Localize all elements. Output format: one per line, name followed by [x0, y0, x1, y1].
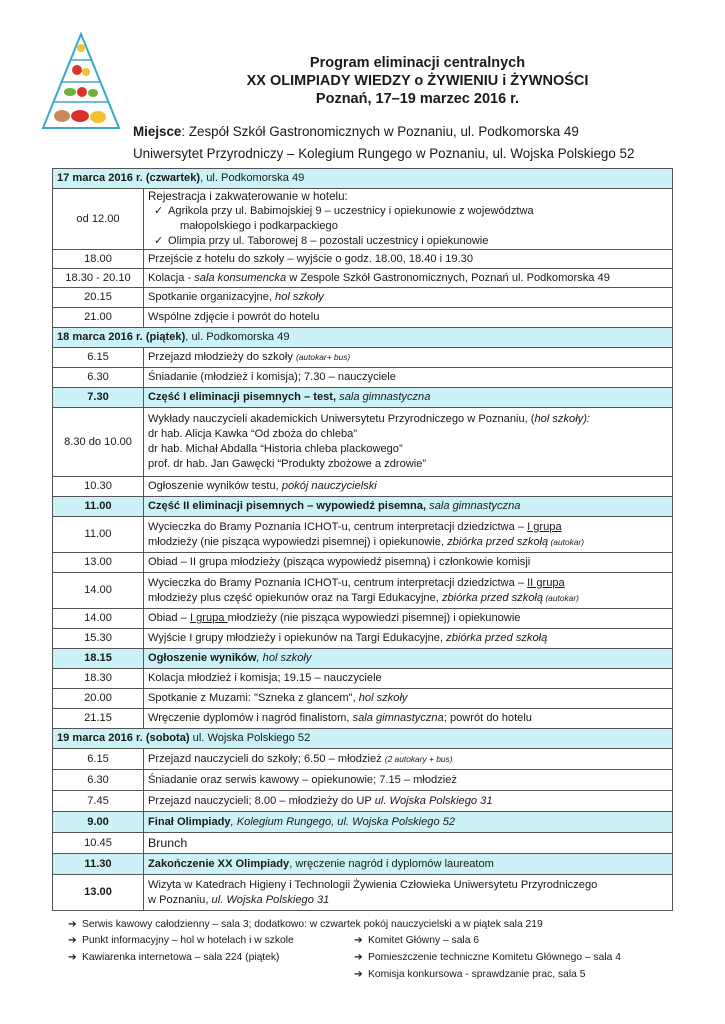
table-row: 10.45 Brunch — [53, 833, 673, 854]
arrow-icon: ➔ — [68, 919, 77, 930]
table-row: od 12.00 Rejestracja i zakwaterowanie w hotelu: ✓ Agrikola przy ul. Babimojskiej 9 – uczestnicy i opiekunowie z województwa małopolskiego i podkarpackiego ✓ Olimpia przy ul. Taborowej 8 – pozostali uczestnicy i opiekunowie — [53, 189, 673, 250]
table-row: 18.30 - 20.10 Kolacja - sala konsumencka w Zespole Szkół Gastronomicznych, Poznań ul. Podkomorska 49 — [53, 269, 673, 288]
note-item: ➔ Kawiarenka internetowa – sala 224 (piątek) — [68, 950, 279, 966]
table-row: 21.15 Wręczenie dyplomów i nagród finalistom, sala gimnastyczna; powrót do hotelu — [53, 709, 673, 729]
day-header-1: 17 marca 2016 r. (czwartek), ul. Podkomorska 49 — [53, 169, 673, 189]
table-row: 20.15 Spotkanie organizacyjne, hol szkoły — [53, 288, 673, 308]
day-header-2: 18 marca 2016 r. (piątek), ul. Podkomorska 49 — [53, 328, 673, 348]
table-row: 11.00 Część II eliminacji pisemnych – wypowiedź pisemna, sala gimnastyczna — [53, 497, 673, 517]
table-row: 14.00 Wycieczka do Bramy Poznania ICHOT-u, centrum interpretacji dziedzictwa – II grupa młodzieży plus część opiekunów oraz na Targi Edukacyjne, zbiórka przed szkołą (autokar) — [53, 573, 673, 609]
note-item: ➔ Pomieszczenie techniczne Komitetu Głównego – sala 4 — [354, 950, 621, 966]
place-line-2: Uniwersytet Przyrodniczy – Kolegium Rungego w Poznaniu, ul. Wojska Polskiego 52 — [133, 146, 635, 161]
table-row: 15.30 Wyjście I grupy młodzieży i opiekunów na Targi Edukacyjne, zbiórka przed szkołą — [53, 629, 673, 649]
table-row: 11.30 Zakończenie XX Olimpiady, wręczenie nagród i dyplomów laureatom — [53, 854, 673, 875]
table-row: 6.30 Śniadanie oraz serwis kawowy – opiekunowie; 7.15 – młodzież — [53, 770, 673, 791]
table-row: 18.30 Kolacja młodzież i komisja; 19.15 – nauczyciele — [53, 669, 673, 689]
note-item: ➔ Punkt informacyjny – hol w hotelach i w szkole — [68, 933, 294, 949]
arrow-icon: ➔ — [68, 935, 77, 946]
note-item: ➔ Komisja konkursowa - sprawdzanie prac, sala 5 — [354, 967, 585, 983]
table-row: 13.00 Obiad – II grupa młodzieży (pisząca wypowiedź pisemną) i członkowie komisji — [53, 553, 673, 573]
table-row: 10.30 Ogłoszenie wyników testu, pokój nauczycielski — [53, 477, 673, 497]
title-line-3: Poznań, 17–19 marzec 2016 r. — [315, 91, 520, 107]
table-row: 18.15 Ogłoszenie wyników, hol szkoły — [53, 649, 673, 669]
arrow-icon: ➔ — [354, 952, 363, 963]
table-row: 6.30 Śniadanie (młodzież i komisja); 7.30 – nauczyciele — [53, 368, 673, 388]
food-pyramid-icon — [40, 32, 122, 130]
title-line-1: Program eliminacji centralnych — [309, 55, 526, 71]
table-row: 6.15 Przejazd nauczycieli do szkoły; 6.50 – młodzież (2 autokary + bus) — [53, 749, 673, 770]
table-row: 11.00 Wycieczka do Bramy Poznania ICHOT-u, centrum interpretacji dziedzictwa – I grupa młodzieży (nie pisząca wypowiedzi pisemnej) i opiekunowie, zbiórka przed szkołą (autokar) — [53, 517, 673, 553]
table-row: 14.00 Obiad – I grupa młodzieży (nie pisząca wypowiedzi pisemnej) i opiekunowie — [53, 609, 673, 629]
table-row: 6.15 Przejazd młodzieży do szkoły (autokar+ bus) — [53, 348, 673, 368]
note-item: ➔ Serwis kawowy całodzienny – sala 3; dodatkowo: w czwartek pokój nauczycielski a w piątek sala 219 — [68, 917, 543, 933]
table-row: 13.00 Wizyta w Katedrach Higieny i Technologii Żywienia Człowieka Uniwersytetu Przyrodniczego w Poznaniu, ul. Wojska Polskiego 31 — [53, 875, 673, 911]
table-row: 18.00 Przejście z hotelu do szkoły – wyjście o godz. 18.00, 18.40 i 19.30 — [53, 250, 673, 269]
table-row: 7.30 Część I eliminacji pisemnych – test, sala gimnastyczna — [53, 388, 673, 408]
table-row: 9.00 Finał Olimpiady, Kolegium Rungego, ul. Wojska Polskiego 52 — [53, 812, 673, 833]
place-line-1: Miejsce: Zespół Szkół Gastronomicznych w Poznaniu, ul. Podkomorska 49 — [133, 124, 579, 139]
table-row: 7.45 Przejazd nauczycieli; 8.00 – młodzieży do UP ul. Wojska Polskiego 31 — [53, 791, 673, 812]
schedule-table — [52, 168, 673, 911]
title-line-2: XX OLIMPIADY WIEDZY o ŻYWIENIU i ŻYWNOŚCI — [246, 73, 589, 89]
table-row: 8.30 do 10.00 Wykłady nauczycieli akademickich Uniwersytetu Przyrodniczego w Poznaniu, (hol szkoły): dr hab. Alicja Kawka “Od zboża do chleba” dr hab. Michał Abdalla “Historia chleba plackowego” prof. dr hab. Jan Gawęcki “Produkty zbożowe a zdrowie” — [53, 408, 673, 477]
table-row: 20.00 Spotkanie z Muzami: "Szneka z glancem", hol szkoły — [53, 689, 673, 709]
arrow-icon: ➔ — [354, 969, 363, 980]
arrow-icon: ➔ — [68, 952, 77, 963]
note-item: ➔ Komitet Główny – sala 6 — [354, 933, 479, 949]
day-header-3: 19 marca 2016 r. (sobota) ul. Wojska Polskiego 52 — [53, 729, 673, 749]
arrow-icon: ➔ — [354, 935, 363, 946]
table-row: 21.00 Wspólne zdjęcie i powrót do hotelu — [53, 308, 673, 328]
place-label: Miejsce — [133, 124, 182, 139]
